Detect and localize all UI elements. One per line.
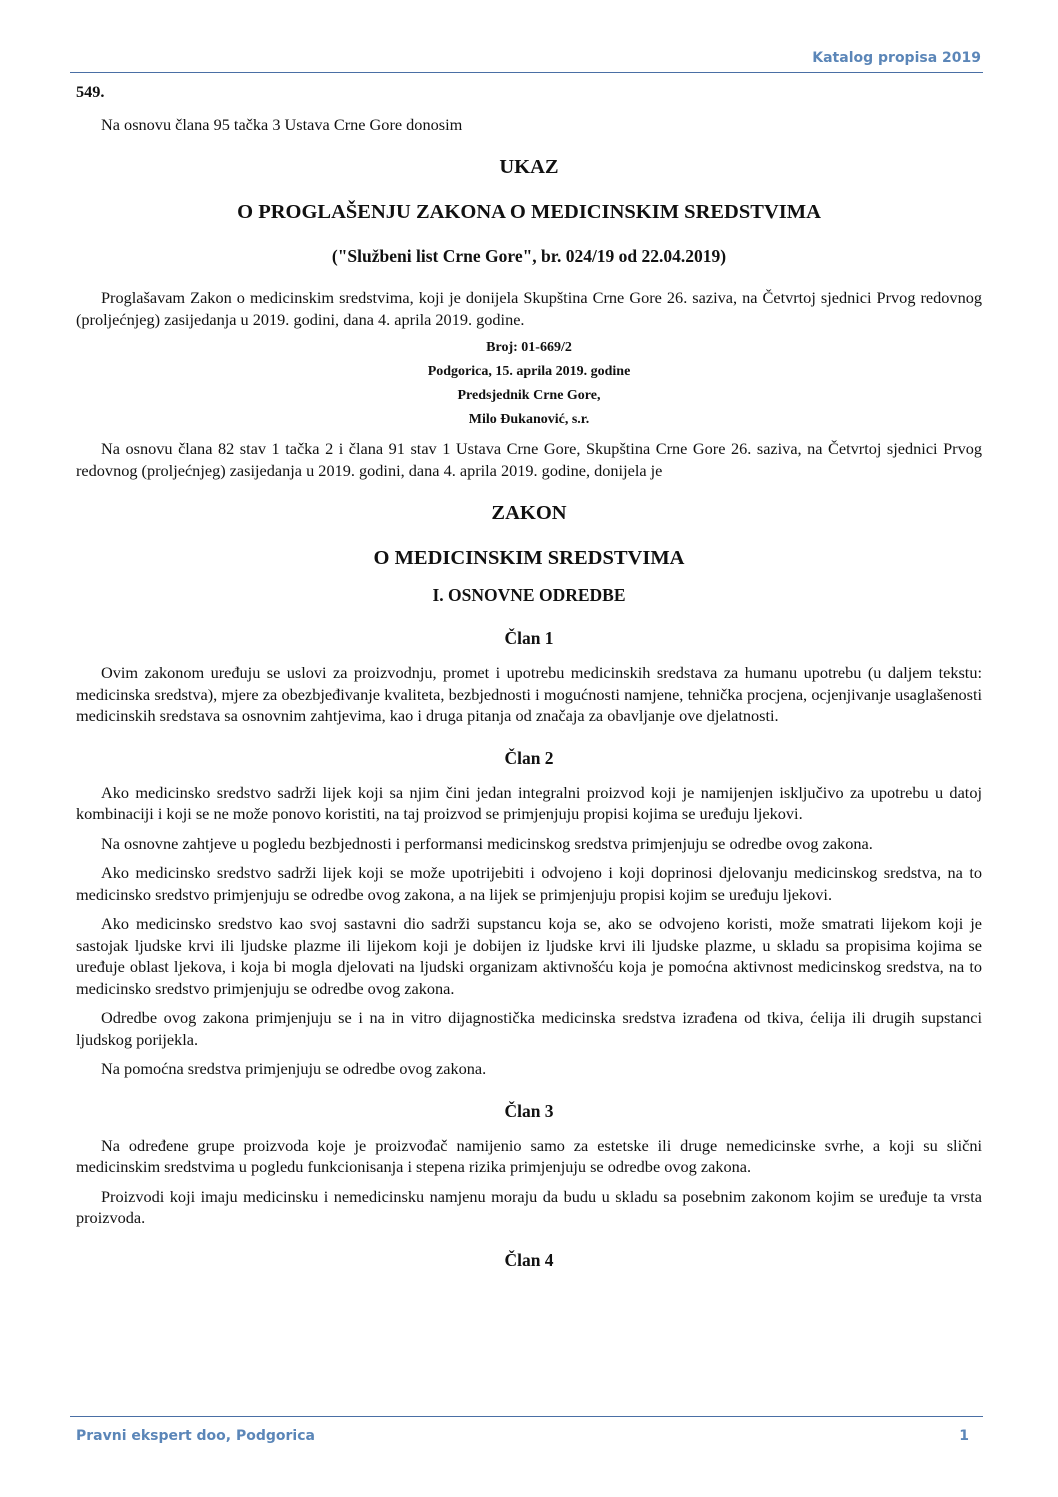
clan-2-title: Član 2: [504, 747, 554, 768]
clan-2-paragraph-2: Na osnovne zahtjeve u pogledu bezbjednosti i performansi medicinskog sredstva primjenjuju se odredbe ovog zakona.: [101, 833, 873, 853]
clan-3-paragraph-2: Proizvodi koji imaju medicinsku i nemedicinsku namjenu moraju da budu u skladu sa posebnim zakonom kojim se uređuje ta vrsta proizvoda.: [76, 1186, 982, 1227]
clan-2-paragraph-5: Odredbe ovog zakona primjenjuju se i na in vitro dijagnostička medicinska sredstva izrađena od tkiva, ćelija ili drugih supstanci ljudskog porijekla.: [76, 1008, 982, 1049]
chapter-title: I. OSNOVNE ODREDBE: [432, 585, 626, 605]
gazette-reference: ("Službeni list Crne Gore", br. 024/19 od 22.04.2019): [331, 246, 727, 266]
zakon-subtitle: O MEDICINSKIM SREDSTVIMA: [373, 547, 685, 569]
intro-text: Na osnovu člana 95 tačka 3 Ustava Crne Gore donosim: [101, 114, 463, 134]
clan-2-paragraph-3: Ako medicinsko sredstvo sadrži lijek koji se može upotrijebiti i odvojeno i koji doprinosi djelovanju medicinskog sredstva, na to medicinsko sredstvo primjenjuju se odredbe ovog zakona, a na lijek se primjenjuju propisi kojim se uređuju ljekovi.: [76, 863, 982, 904]
clan-2-paragraph-1: Ako medicinsko sredstvo sadrži lijek koji sa njim čini jedan integralni proizvod koji je namijenjen isključivo za upotrebu u datoj kombinaciji i koji se ne može ponovo koristiti, na taj proizvod se primjenjuju propisi kojima se uređuju ljekovi.: [76, 782, 982, 823]
footer-publisher: Pravni ekspert doo, Podgorica: [76, 1428, 315, 1444]
page-footer: [70, 1416, 983, 1444]
clan-4-title: Član 4: [504, 1249, 554, 1270]
document-number: 549.: [76, 82, 105, 101]
clan-1-paragraph: Ovim zakonom uređuju se uslovi za proizvodnju, promet i upotrebu medicinskih sredstava za humanu upotrebu (u daljem tekstu: medicinska sredstva), mjere za obezbjeđivanje kvaliteta, bezbjednosti i mogućnosti namjene, tehnička procjena, ocjenjivanje usaglašenosti medicinskih sredstava sa osnovnim zahtjevima, kao i druga pitanja od značaja za obavljanje ove djelatnosti.: [76, 663, 982, 725]
clan-2-paragraph-4: Ako medicinsko sredstvo kao svoj sastavni dio sadrži supstancu koja se, ako se odvojeno koristi, može smatrati lijekom koji je sastojak ljudske krvi ili ljudske plazme ili lijekom koji je dobijen iz ljudske krvi ili ljudske plazme, u skladu sa propisima kojima se uređuje oblast ljekova, i koja bi mogla djelovati na ljudski organizam aktivnošću koja je pomoćna aktivnost medicinskog sredstva, na to medicinsko sredstvo primjenjuju se odredbe ovog zakona.: [76, 914, 982, 998]
president-title: Predsjednik Crne Gore,: [457, 388, 601, 403]
header-title: Katalog propisa 2019: [812, 50, 981, 66]
place-date: Podgorica, 15. aprila 2019. godine: [427, 364, 631, 379]
clan-3-paragraph-1: Na određene grupe proizvoda koje je proizvođač namijenio samo za estetske ili druge nemedicinske svrhe, a koji su slični medicinskim sredstvima u pogledu funkcionisanja i stepena rizika primjenjuju se odredbe ovog zakona.: [76, 1135, 982, 1176]
basis-text: Na osnovu člana 82 stav 1 tačka 2 i člana 91 stav 1 Ustava Crne Gore, Skupština Crne Gore 26. saziva, na Četvrtoj sjednici Prvog redovnog (proljećnjeg) zasijedanja u 2019. godini, dana 4. aprila 2019. godine, donijela je: [76, 439, 982, 480]
clan-2-paragraph-6: Na pomoćna sredstva primjenjuju se odredbe ovog zakona.: [101, 1059, 487, 1078]
page-number: 1: [959, 1428, 969, 1444]
zakon-title: ZAKON: [491, 502, 567, 524]
page-header: [70, 50, 983, 73]
document-broj: Broj: 01-669/2: [486, 340, 572, 355]
document-body: [76, 81, 982, 1272]
ukaz-title: UKAZ: [499, 156, 559, 178]
proclamation-text: Proglašavam Zakon o medicinskim sredstvima, koji je donijela Skupština Crne Gore 26. saziva, na Četvrtoj sjednici Prvog redovnog (proljećnjeg) zasijedanja u 2019. godini, dana 4. aprila 2019. godine.: [76, 288, 982, 329]
clan-1-title: Član 1: [504, 628, 554, 648]
clan-3-title: Član 3: [504, 1100, 554, 1121]
ukaz-subtitle: O PROGLAŠENJU ZAKONA O MEDICINSKIM SREDSTVIMA: [237, 201, 821, 223]
president-name: Milo Đukanović, s.r.: [468, 412, 590, 427]
